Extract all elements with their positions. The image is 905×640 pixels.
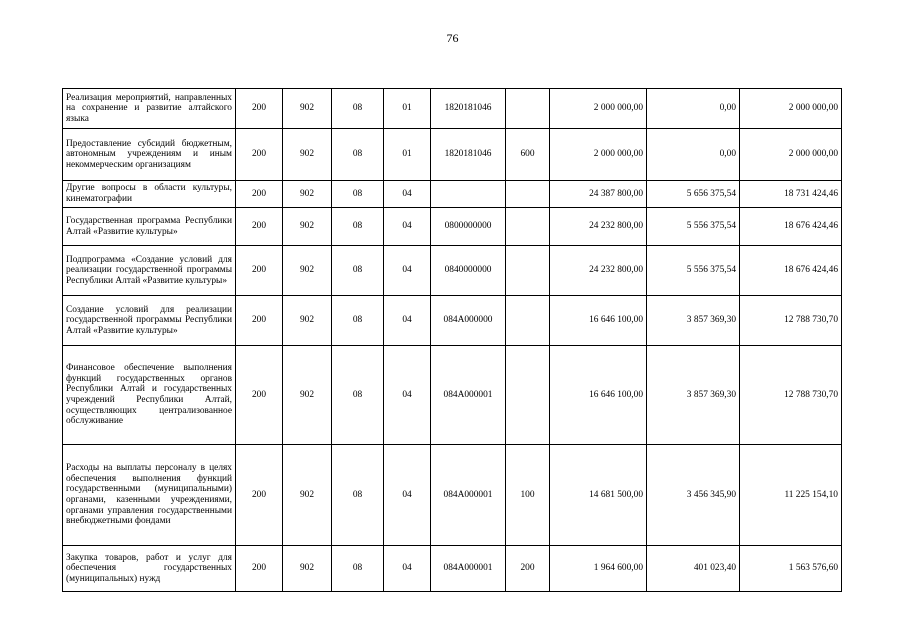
table-row bbox=[63, 445, 842, 546]
department-code-cell: 902 bbox=[283, 181, 332, 208]
section-code-cell: 08 bbox=[332, 129, 384, 181]
row-name-cell: Финансовое обеспечение выполнения функций государственных органов Республики Алтай и государственных учреждений Республики Алтай, осуществляющих централизованное обслуживание bbox=[63, 346, 236, 445]
expense-type-cell: 200 bbox=[506, 546, 550, 592]
row-name-cell: Расходы на выплаты персоналу в целях обеспечения выполнения функций государственными (муниципальными) органами, казенными учреждениями, органами управления государственными внебюджетными фондами bbox=[63, 445, 236, 546]
expense-type-cell bbox=[506, 246, 550, 296]
subsection-code-cell: 04 bbox=[384, 346, 431, 445]
admin-code-cell: 200 bbox=[236, 445, 283, 546]
planned-amount-cell: 1 964 600,00 bbox=[550, 546, 647, 592]
actual-amount-cell: 401 023,40 bbox=[647, 546, 740, 592]
table-row bbox=[63, 246, 842, 296]
department-code-cell: 902 bbox=[283, 546, 332, 592]
remaining-amount-cell: 1 563 576,60 bbox=[740, 546, 842, 592]
remaining-amount-cell: 2 000 000,00 bbox=[740, 129, 842, 181]
planned-amount-cell: 24 387 800,00 bbox=[550, 181, 647, 208]
actual-amount-cell: 0,00 bbox=[647, 129, 740, 181]
remaining-amount-cell: 12 788 730,70 bbox=[740, 346, 842, 445]
target-article-cell: 084A000001 bbox=[431, 546, 506, 592]
actual-amount-cell: 0,00 bbox=[647, 89, 740, 129]
admin-code-cell: 200 bbox=[236, 246, 283, 296]
table-row bbox=[63, 346, 842, 445]
subsection-code-cell: 04 bbox=[384, 181, 431, 208]
section-code-cell: 08 bbox=[332, 89, 384, 129]
expense-type-cell: 600 bbox=[506, 129, 550, 181]
expense-type-cell: 100 bbox=[506, 445, 550, 546]
planned-amount-cell: 24 232 800,00 bbox=[550, 246, 647, 296]
section-code-cell: 08 bbox=[332, 346, 384, 445]
section-code-cell: 08 bbox=[332, 296, 384, 346]
remaining-amount-cell: 18 676 424,46 bbox=[740, 208, 842, 246]
actual-amount-cell: 3 857 369,30 bbox=[647, 346, 740, 445]
row-name-cell: Государственная программа Республики Алтай «Развитие культуры» bbox=[63, 208, 236, 246]
planned-amount-cell: 14 681 500,00 bbox=[550, 445, 647, 546]
remaining-amount-cell: 18 731 424,46 bbox=[740, 181, 842, 208]
subsection-code-cell: 01 bbox=[384, 129, 431, 181]
actual-amount-cell: 3 857 369,30 bbox=[647, 296, 740, 346]
expense-type-cell bbox=[506, 181, 550, 208]
subsection-code-cell: 01 bbox=[384, 89, 431, 129]
admin-code-cell: 200 bbox=[236, 208, 283, 246]
remaining-amount-cell: 2 000 000,00 bbox=[740, 89, 842, 129]
department-code-cell: 902 bbox=[283, 129, 332, 181]
admin-code-cell: 200 bbox=[236, 181, 283, 208]
target-article-cell: 084A000000 bbox=[431, 296, 506, 346]
section-code-cell: 08 bbox=[332, 208, 384, 246]
actual-amount-cell: 5 556 375,54 bbox=[647, 246, 740, 296]
actual-amount-cell: 5 656 375,54 bbox=[647, 181, 740, 208]
remaining-amount-cell: 11 225 154,10 bbox=[740, 445, 842, 546]
expense-type-cell bbox=[506, 89, 550, 129]
row-name-cell: Подпрограмма «Создание условий для реализации государственной программы Республики Алтай «Развитие культуры» bbox=[63, 246, 236, 296]
table-row bbox=[63, 546, 842, 592]
remaining-amount-cell: 18 676 424,46 bbox=[740, 246, 842, 296]
section-code-cell: 08 bbox=[332, 546, 384, 592]
department-code-cell: 902 bbox=[283, 246, 332, 296]
planned-amount-cell: 24 232 800,00 bbox=[550, 208, 647, 246]
target-article-cell: 1820181046 bbox=[431, 129, 506, 181]
target-article-cell: 1820181046 bbox=[431, 89, 506, 129]
planned-amount-cell: 2 000 000,00 bbox=[550, 129, 647, 181]
admin-code-cell: 200 bbox=[236, 89, 283, 129]
table-row bbox=[63, 129, 842, 181]
admin-code-cell: 200 bbox=[236, 546, 283, 592]
planned-amount-cell: 2 000 000,00 bbox=[550, 89, 647, 129]
table-row bbox=[63, 89, 842, 129]
department-code-cell: 902 bbox=[283, 296, 332, 346]
table-row bbox=[63, 296, 842, 346]
row-name-cell: Реализация мероприятий, направленных на сохранение и развитие алтайского языка bbox=[63, 89, 236, 129]
row-name-cell: Создание условий для реализации государственной программы Республики Алтай «Развитие культуры» bbox=[63, 296, 236, 346]
actual-amount-cell: 5 556 375,54 bbox=[647, 208, 740, 246]
target-article-cell: 0840000000 bbox=[431, 246, 506, 296]
row-name-cell: Предоставление субсидий бюджетным, автономным учреждениям и иным некоммерческим организациям bbox=[63, 129, 236, 181]
admin-code-cell: 200 bbox=[236, 296, 283, 346]
budget-table bbox=[62, 88, 842, 592]
subsection-code-cell: 04 bbox=[384, 208, 431, 246]
expense-type-cell bbox=[506, 346, 550, 445]
subsection-code-cell: 04 bbox=[384, 546, 431, 592]
subsection-code-cell: 04 bbox=[384, 246, 431, 296]
page-number: 76 bbox=[446, 31, 459, 45]
target-article-cell: 0800000000 bbox=[431, 208, 506, 246]
table-row bbox=[63, 181, 842, 208]
department-code-cell: 902 bbox=[283, 445, 332, 546]
row-name-cell: Другие вопросы в области культуры, кинематографии bbox=[63, 181, 236, 208]
remaining-amount-cell: 12 788 730,70 bbox=[740, 296, 842, 346]
department-code-cell: 902 bbox=[283, 208, 332, 246]
actual-amount-cell: 3 456 345,90 bbox=[647, 445, 740, 546]
section-code-cell: 08 bbox=[332, 445, 384, 546]
planned-amount-cell: 16 646 100,00 bbox=[550, 346, 647, 445]
subsection-code-cell: 04 bbox=[384, 445, 431, 546]
admin-code-cell: 200 bbox=[236, 346, 283, 445]
target-article-cell bbox=[431, 181, 506, 208]
expense-type-cell bbox=[506, 208, 550, 246]
section-code-cell: 08 bbox=[332, 181, 384, 208]
planned-amount-cell: 16 646 100,00 bbox=[550, 296, 647, 346]
target-article-cell: 084A000001 bbox=[431, 445, 506, 546]
target-article-cell: 084A000001 bbox=[431, 346, 506, 445]
department-code-cell: 902 bbox=[283, 346, 332, 445]
admin-code-cell: 200 bbox=[236, 129, 283, 181]
row-name-cell: Закупка товаров, работ и услуг для обеспечения государственных (муниципальных) нужд bbox=[63, 546, 236, 592]
table-row bbox=[63, 208, 842, 246]
department-code-cell: 902 bbox=[283, 89, 332, 129]
expense-type-cell bbox=[506, 296, 550, 346]
section-code-cell: 08 bbox=[332, 246, 384, 296]
subsection-code-cell: 04 bbox=[384, 296, 431, 346]
